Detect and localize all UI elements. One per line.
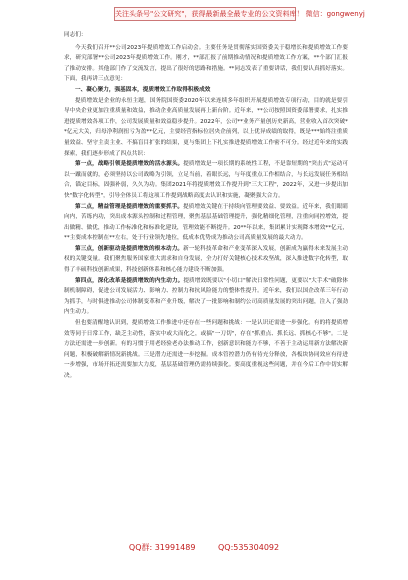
greeting: 同志们：: [64, 32, 87, 38]
paragraph: [64, 202, 348, 244]
paragraph-text: 但也要清醒地认识到，提质增效工作推进中还存在一些问题和挑战：一是认识还需进一步强化。有的将提质增效等同于日常工作，缺乏主动性，落实中或大而化之，或搞"一刀切"，存在"抓重点、抓长远、抓核心不够"。二是方法还需进一步创新。有的习惯于用老经验老办法推动工作，创新意识和能力不够，不善于主动运用新方法解决新问题，积极破解新情况新挑战。三是潜力还需进一步挖掘。成本管控潜力仍有待充分释放，各板块协同效应有待进一步增强，市场开拓还需要加大力度，基层基础管理仍需持续强化。要高度重视这些问题，并在今后工作中切实解决。: [64, 320, 348, 379]
paragraph-text: 提质增效既要以"小切口"解决日常性问题，更要以"大手术"破除体制机制障碍，促进公司发展活力、影响力、控制力和抗风险能力的整体性提升。近年来，我们以国企改革三年行动为抓手，与时俱进推动公司体制变革和产业升级，解决了一批影响和制约公司高质量发展的突出问题，注入了强劲内生动力。: [64, 277, 349, 316]
paragraph-text: 提质增效是企业的永恒主题，国务院国资委2020年以来连续多年组织开展提质增效专项行动，目的就是要引导中央企业更加注重质量和效益，推动企业高质量发展再上新台阶。近年来，**公司按照国资委部署要求，扎实推进提质增效各项工作，公司发展质量和效益稳步提升。2022年，公司**业务产量创历史新高，营业收入首次突破**亿元大关，归母净利润扭亏为盈**亿元，主要经营指标位居央企前列，以上优异成绩的取得，既是***始终注重质量效益、坚守主责主业、不搞盲目扩张的结果，更与集团上下扎实推进提质增效工作密不可分。经过近年来的实践探索，我们逐步形成了四点共识：: [64, 97, 348, 157]
paragraph-text: 提质增效是一项长期的系统性工程，不是靠短期的"突击式"运动可以一蹴而就的，必须坚持以公司战略为引领，立足当前，着眼长远，与年度重点工作相结合，与长远发展任务相结合，锚定目标，固强补弱，久久为功。集团2021年将提质增效工作提升到"三大工程"，2022年，又进一步提出加快"数字化转型"，引导全体员工将这项工作提到战略高度去认识和实施，凝聚强大合力。: [64, 161, 348, 199]
paragraph-heading: 第四点，深化改革是提质增效的内生动力。: [75, 277, 184, 284]
paragraph: [64, 159, 348, 201]
paragraph-heading: 一、凝心聚力，强基固本，提质增效工作取得积极成效: [75, 86, 211, 93]
promo-banner: 关注头条号"公文研究"，获得最新最全最专业的公文资料库！ 微信：gongwenyj: [114, 7, 296, 21]
paragraph-heading: 第二点，精益管理是提质增效的重要抓手。: [75, 203, 184, 210]
paragraph: [64, 318, 348, 382]
paragraph: [64, 244, 348, 276]
paragraph: [64, 85, 348, 96]
document-body: [64, 30, 348, 382]
paragraph-text: 新一轮科技革命和产业变革深入发展，创新成为赢得未来发展主动权的关键变量。我们聚焦服务国家重大需求和自身发展，全力打好关键核心技术攻坚战，深入推进数字化转型，取得了丰硕科技创新成果，科技创新体系和核心能力建设不断加强。: [64, 245, 348, 274]
qq-group-number: QQ群: 31991489: [128, 543, 196, 552]
paragraph: [64, 276, 348, 318]
paragraph-text: 提质增效关键在于持续向管理要效益、要效益。近年来，我们眼睛向内，苦练内功，突出成本源头控制和过程管理，聚焦基层基础管理提升，强化精细化管理，注重向同控增效，提出做精、做优，推动工作标准化和标准化建设，管理效能不断提升。20**年以来，集团累计实现降本增效**亿元，**主要成本控制在**左右，处于行业领先地位，低成本优势成为推动公司高质量发展的最大动力。: [64, 203, 348, 242]
paragraph-heading: 第一点，战略引领是提质增效的活水源头。: [75, 161, 184, 168]
paragraph-list: [64, 43, 348, 382]
footer-contact: [0, 542, 408, 553]
qq-number: QQ:535304092: [218, 543, 280, 552]
paragraph: [64, 43, 348, 85]
paragraph-heading: 第三点，创新驱动是提质增效的根本动力。: [75, 245, 184, 252]
paragraph: [64, 96, 348, 160]
paragraph-text: 今天我们召开**公司2023年提质增效工作启动会。主要任务是贯彻落实国资委关于稳增长和提质增效工作要求，研究部署**公司2023年提质增效工作。刚才，**部汇报了前期推动情况和提质增效工作方案，**个部门汇报了推动安排。其他部门作了交流发言，提出了很好的思路和措施。**同志发表了重要讲话，我们要认真抓好落实。下面，我再讲三点意见：: [64, 44, 348, 83]
